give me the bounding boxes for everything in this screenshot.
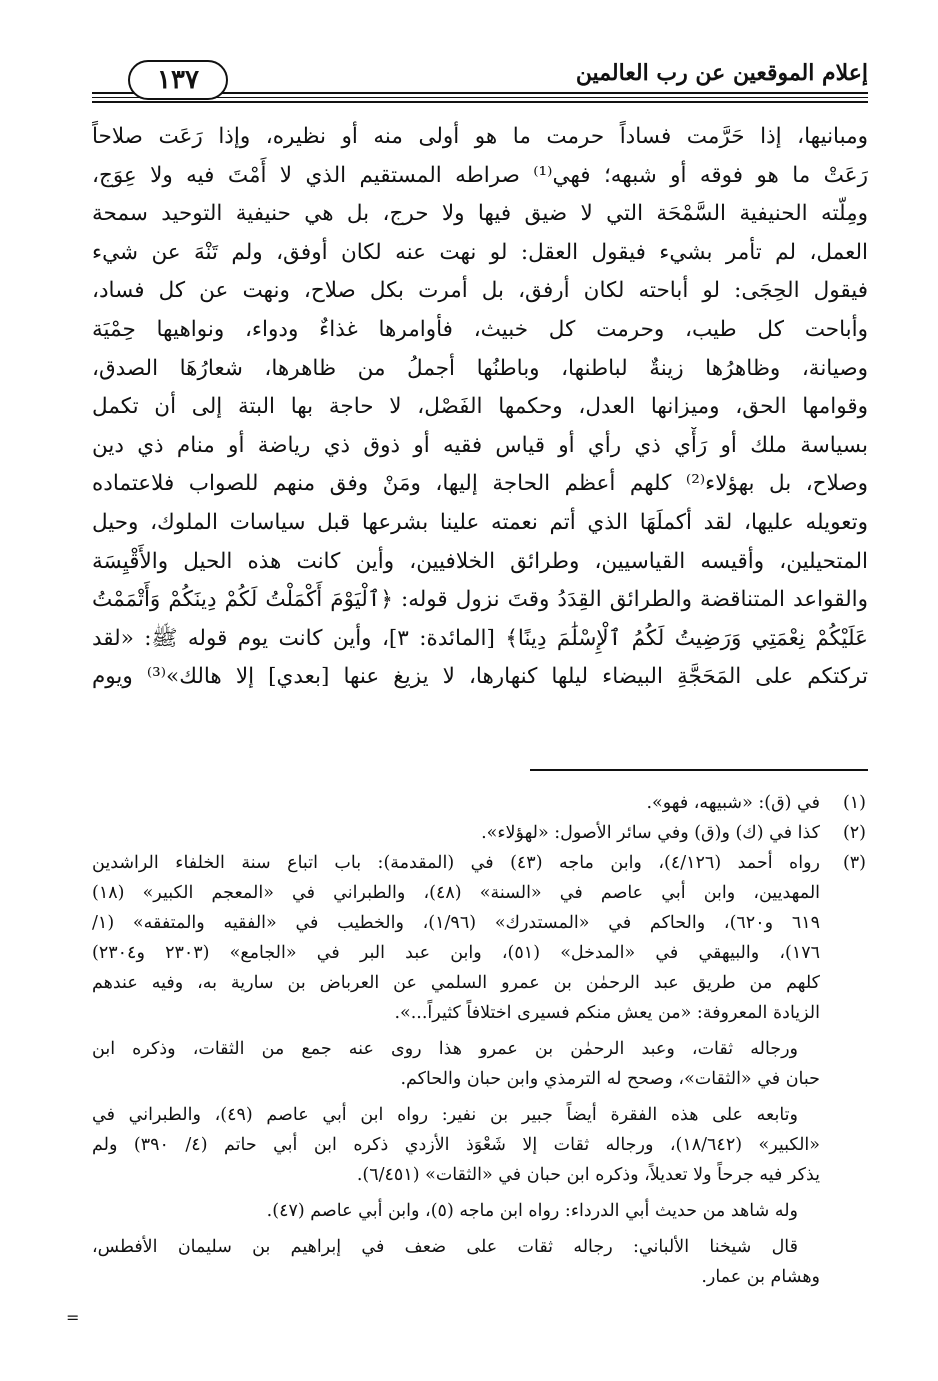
- text-line: رَعَتْ ما هو فوقه أو شبهه؛ فهي⁽¹⁾ صراطه المستقيم الذي لا أَمْتَ فيه ولا عِوَج،: [92, 162, 868, 188]
- footnote-line: المهديين، وابن أبي عاصم في «السنة» (٤٨)، والطبراني في «المعجم الكبير» (١٨): [92, 883, 820, 903]
- footnotes: [92, 788, 868, 1292]
- footnote-line: وله شاهد من حديث أبي الدرداء: رواه ابن ماجه (٥)، وابن أبي عاصم (٤٧).: [266, 1201, 798, 1221]
- text-line: وأباحت كل طيب، وحرمت كل خبيث، فأوامرها غذاءٌ ودواء، ونواهيها حِمْيَة: [92, 316, 868, 342]
- main-text: [92, 118, 868, 697]
- text-line: ومبانيها، إذا حَرَّمت فساداً حرمت ما هو أولى منه أو نظيره، وإذا رَعَت صلاحاً: [92, 124, 868, 149]
- text-line: والقواعد المتناقضة والطرائق القِدَدُ وقتَ نزول قوله: ﴿ٱلْيَوْمَ أَكْمَلْتُ لَكُمْ دِينَكُمْ وَأَتْمَمْتُ: [92, 587, 868, 613]
- footnote-line: الزيادة المعروفة: «من يعش منكم فسيرى اختلافاً كثيراً...».: [394, 1003, 820, 1023]
- footnote-line: «الكبير» (١٨/٦٤٢)، ورجاله ثقات إلا شَعْوَذ الأزدي ذكره ابن أبي حاتم (٤/ ٣٩٠) ولم: [92, 1135, 820, 1155]
- footnote-paragraph: [92, 1232, 868, 1292]
- text-line: بسياسة ملك أو رَأْي ذي رأي أو قياس فقيه أو ذوق ذي رياضة أو منام ذي دين: [92, 432, 868, 458]
- footnote-line: ١٧٦)، والبيهقي في «المدخل» (٥١)، وابن عبد البر في «الجامع» (٢٣٠٣ و٢٣٠٤): [92, 943, 820, 963]
- footnote-3: [92, 848, 868, 1028]
- text-line: المتحيلين، وأقيسه القياسيين، وطرائق الخلافيين، وأين كانت هذه الحيل والأَقْيِسَة: [92, 548, 868, 574]
- text-line: تركتكم على المَحَجَّةِ البيضاء ليلها كنهارها، لا يزيغ عنها [بعدي] إلا هالك»⁽³⁾ ويوم: [92, 664, 868, 690]
- footnote-number: (٣): [842, 853, 866, 873]
- footnote-paragraph: [92, 1100, 868, 1190]
- text-line: وصيانة، وظاهرُها زينةٌ لباطنها، وباطنُها أجملُ من ظاهرها، شعارُهَا الصدق،: [92, 355, 868, 381]
- footnote-paragraph: [92, 1196, 868, 1226]
- text-line: وصلاح، بل بهؤلاء⁽²⁾ كلهم أعظم الحاجة إليها، ومَنْ وفق منهم للصواب فلاعتماده: [92, 471, 868, 497]
- footnote-line: وتابعه على هذه الفقرة أيضاً جبير بن نفير: رواه ابن أبي عاصم (٤٩)، والطبراني في: [92, 1105, 799, 1125]
- footnote-1: [92, 788, 868, 818]
- footnote-line: يذكر فيه جرحاً ولا تعديلاً، وذكره ابن حبان في «الثقات» (٦/٤٥١).: [356, 1165, 820, 1185]
- text-line: وقوامها الحق، وميزانها العدل، وحكمها الفَصْل، لا حاجة بها البتة إلى أن تكمل: [92, 394, 868, 420]
- running-title: إعلام الموقعين عن رب العالمين: [575, 60, 868, 86]
- text-line: العمل، لم تأمر بشيء فيقول العقل: لو نهت عنه لكان أوفق، ولم تَنْهَ عن شيء: [92, 239, 868, 265]
- footnote-2: [92, 818, 868, 848]
- footnote-paragraph: [92, 1034, 868, 1094]
- text-line: وتعويله عليها، لقد أكملَهَا الذي أتم نعمته علينا بشرعها قبل سياسات الملوك، وحيل: [92, 509, 868, 535]
- footnote-line: كذا في (ك) و(ق) وفي سائر الأصول: «لهؤلاء».: [481, 823, 820, 843]
- text-line: فيقول الحِجَى: لو أباحته لكان أرفق، بل أمرت بكل صلاح، ونهت عن كل فساد،: [92, 278, 868, 304]
- header-rule: [92, 101, 868, 103]
- footnote-line: ٦١٩ و٦٢٠)، والحاكم في «المستدرك» (١/٩٦)، والخطيب في «الفقيه والمتفقه» (١/: [92, 913, 820, 933]
- text-line: ومِلّته الحنيفية السَّمْحَة التي لا ضيق فيها ولا حرج، بل هي حنيفية التوحيد سمحة: [92, 201, 868, 227]
- footnote-number: (١): [842, 793, 866, 813]
- footnote-line: وهشام بن عمار.: [701, 1267, 820, 1287]
- footnote-line: حبان في «الثقات»، وصحح له الترمذي وابن حبان والحاكم.: [400, 1069, 820, 1089]
- footnote-line: قال شيخنا الألباني: رجاله ثقات على ضعف في إبراهيم بن سليمان الأفطس،: [92, 1237, 798, 1257]
- page-number-badge: ١٣٧: [128, 60, 228, 100]
- footnote-line: ورجاله ثقات، وعبد الرحمٰن بن عمرو هذا روى عنه جمع من الثقات، وذكره ابن: [92, 1039, 798, 1059]
- footnote-number: (٢): [842, 823, 866, 843]
- footnote-line: في (ق): «شبيهه، فهو».: [646, 793, 820, 813]
- footnote-separator: [530, 769, 868, 771]
- page-header: [92, 56, 868, 104]
- footnote-line: رواه أحمد (٤/١٢٦)، وابن ماجه (٤٣) في (المقدمة): باب اتباع سنة الخلفاء الراشدين: [92, 853, 820, 873]
- text-line: عَلَيْكُمْ نِعْمَتِي وَرَضِيتُ لَكُمُ ٱلْإِسْلَٰمَ دِينًا﴾ [المائدة: ٣]، وأين كانت يوم قوله ﷺ: «لقد: [92, 625, 868, 651]
- footnote-line: كلهم من طريق عبد الرحمٰن بن عمرو السلمي عن العرباض بن سارية به، وفيه عندهم: [92, 973, 820, 993]
- margin-mark: =: [66, 1308, 80, 1327]
